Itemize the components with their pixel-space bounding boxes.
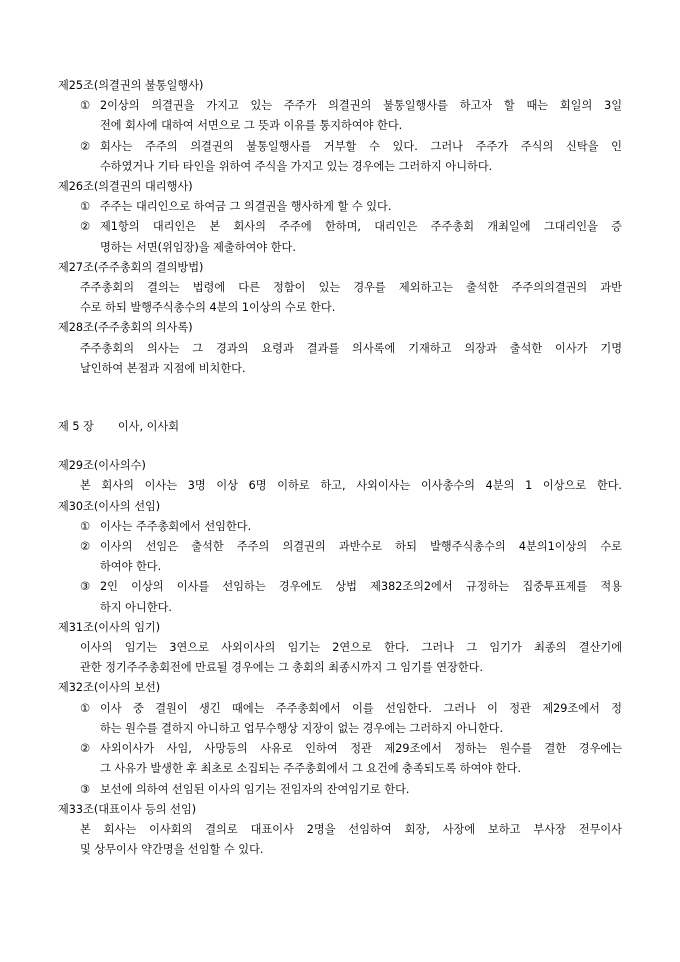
article-28-title: 제28조(주주총회의 의사록) (58, 321, 193, 335)
clause-number: ① (80, 701, 91, 715)
clause-line: 그 사유가 발생한 후 최초로 소집되는 주주총회에서 그 요건에 충족되도록 하여야 한다. (100, 762, 521, 776)
article-28-body-line: 주주총회의 의사는 그 경과의 요령과 결과를 의사록에 기재하고 의장과 출석한 이사가 기명 (80, 341, 622, 355)
clause-number: ① (80, 99, 91, 113)
clause-line: 하지 아니한다. (100, 600, 172, 614)
article-32-clause-1-cont (80, 719, 622, 739)
article-25-title: 제25조(의결권의 불통일행사) (58, 79, 204, 92)
clause-line: 이사 중 결원이 생긴 때에는 주주총회에서 이를 선임한다. 그러나 이 정관 제29조에서 정 (100, 701, 622, 715)
article-25-clause-2 (80, 137, 622, 157)
clause-number: ③ (80, 782, 91, 796)
article-33-body-line: 및 상무이사 약간명을 선임할 수 있다. (80, 843, 264, 857)
article-30-clause-2-cont (80, 557, 622, 577)
article-26-title: 제26조(의결권의 대리행사) (58, 180, 193, 194)
clause-line: 수하였거나 기타 타인을 위하여 주식을 가지고 있는 경우에는 그러하지 아니하다. (100, 159, 493, 173)
article-32-clause-2-cont (80, 759, 622, 779)
article-25-clause-1-cont (80, 116, 622, 136)
article-31-title: 제31조(이사의 임기) (58, 620, 161, 634)
article-27-body-line: 주주총회의 결의는 법령에 다른 정함이 있는 경우를 제외하고는 출석한 주주의의결권의 과반 (80, 281, 622, 295)
clause-number: ① (80, 519, 91, 533)
clause-line: 전에 회사에 대하여 서면으로 그 뜻과 이유를 통지하여야 한다. (100, 119, 403, 133)
clause-line: 회사는 주주의 의결권의 불통일행사를 거부할 수 있다. 그러나 주주가 주식의 신탁을 인 (100, 139, 622, 153)
clause-line: 2인 이상의 이사를 선임하는 경우에도 상법 제382조의2에서 규정하는 집중투표제를 적용 (100, 580, 622, 594)
article-29-title: 제29조(이사의수) (58, 459, 146, 473)
clause-line: 이사는 주주총회에서 선임한다. (100, 519, 252, 533)
chapter-heading (58, 417, 680, 437)
clause-number: ② (80, 540, 91, 554)
article-30-clause-3-cont (80, 598, 622, 618)
article-30-clause-2 (80, 537, 622, 557)
clause-number: ① (80, 200, 91, 214)
article-26-clause-2 (80, 217, 622, 237)
article-33-title: 제33조(대표이사 등의 선임) (58, 802, 197, 816)
article-32-clause-1 (80, 699, 622, 719)
clause-line: 주주는 대리인으로 하여금 그 의결권을 행사하게 할 수 있다. (100, 200, 392, 214)
article-27-body-line: 수로 하되 발행주식총수의 4분의 1이상의 수로 한다. (80, 301, 336, 315)
clause-line: 하여야 한다. (100, 560, 162, 574)
clause-number: ② (80, 220, 91, 234)
article-32-title: 제32조(이사의 보선) (58, 681, 161, 695)
article-31-body-line: 관한 정기주주총회전에 만료될 경우에는 그 총회의 최종시까지 그 임기를 연장한다. (80, 661, 484, 675)
clause-line: 보선에 의하여 선임된 이사의 임기는 전임자의 잔여임기로 한다. (100, 782, 410, 796)
article-27-title: 제27조(주주총회의 결의방법) (58, 260, 204, 274)
article-33-body-line: 본 회사는 이사회의 결의로 대표이사 2명을 선임하여 회장, 사장에 보하고 부사장 전무이사 (80, 822, 622, 836)
article-26-clause-2-cont (80, 238, 622, 258)
clause-line: 하는 원수를 결하지 아니하고 업무수행상 지장이 없는 경우에는 그러하지 아니한다. (100, 721, 504, 735)
article-30-clause-1 (80, 517, 622, 537)
article-29-body-line: 본 회사의 이사는 3명 이상 6명 이하로 하고, 사외이사는 이사총수의 4분의 1 이상으로 한다. (80, 479, 622, 493)
article-28-body-line: 날인하여 본점과 지점에 비치한다. (80, 361, 246, 375)
article-30-title: 제30조(이사의 선임) (58, 499, 161, 513)
clause-line: 이사의 선임은 출석한 주주의 의결권의 과반수로 하되 발행주식총수의 4분의1이상의 수로 (100, 540, 622, 554)
clause-number: ③ (80, 580, 91, 594)
clause-line: 명하는 서면(위임장)을 제출하여야 한다. (100, 240, 296, 254)
chapter-title: 이사, 이사회 (117, 420, 180, 434)
clause-number: ② (80, 742, 91, 756)
clause-number: ② (80, 139, 91, 153)
article-25-clause-2-cont (80, 157, 622, 177)
article-32-clause-2 (80, 739, 622, 759)
clause-line: 사외이사가 사임, 사망등의 사유로 인하여 정관 제29조에서 정하는 원수를 결한 경우에는 (100, 742, 622, 756)
chapter-label: 제 5 장 (58, 420, 94, 434)
article-31-body-line: 이사의 임기는 3연으로 사외이사의 임기는 2연으로 한다. 그러나 그 임기가 최종의 결산기에 (80, 641, 622, 655)
clause-line: 제1항의 대리인은 본 회사의 주주에 한하며, 대리인은 주주총회 개최일에 그대리인을 증 (100, 220, 622, 234)
article-26-clause-1 (80, 197, 622, 217)
clause-line: 2이상의 의결권을 가지고 있는 주주가 의결권의 불통일행사를 하고자 할 때는 회일의 3일 (100, 99, 622, 113)
article-30-clause-3 (80, 577, 622, 597)
article-25-clause-1 (80, 96, 622, 116)
article-32-clause-3 (80, 780, 622, 800)
